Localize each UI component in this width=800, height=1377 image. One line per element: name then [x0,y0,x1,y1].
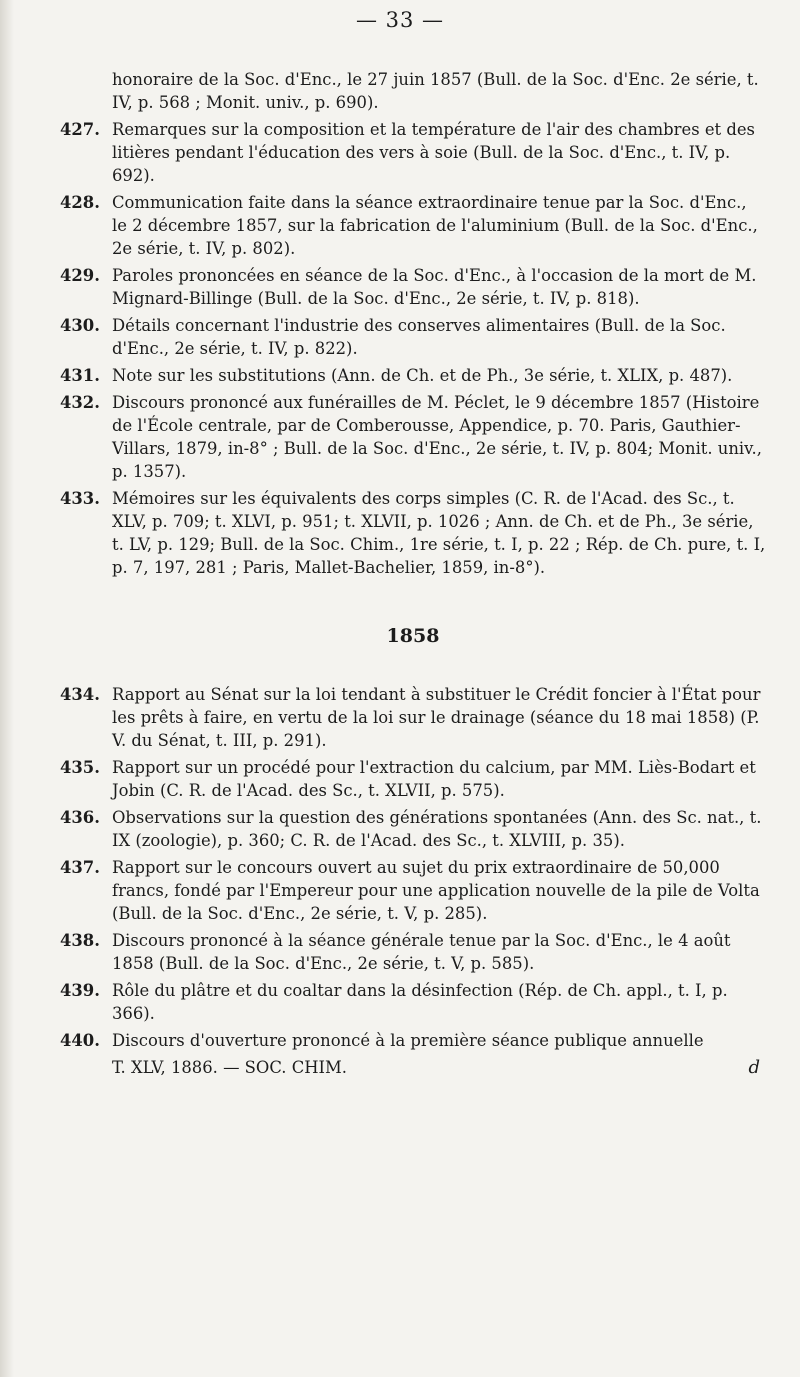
entry-number: 435. [60,758,100,777]
entry-number: 438. [60,931,100,950]
entry-text: Rôle du plâtre et du coaltar dans la désinfection (Rép. de Ch. appl., t. I, p. 366). [112,981,728,1023]
entry-number: 439. [60,981,100,1000]
bibliography-entry [60,1029,766,1052]
page-footer [60,1056,766,1079]
entry-number: 433. [60,489,100,508]
page-number: — 33 — [355,8,445,32]
entry-text: Détails concernant l'industrie des conserves alimentaires (Bull. de la Soc. d'Enc., 2e série, t. IV, p. 822). [112,316,726,358]
bibliography-entry [60,391,766,483]
page-edge-shadow [0,0,14,1377]
entry-number: 432. [60,393,100,412]
bibliography-entry [60,264,766,310]
bibliography-entry [60,487,766,579]
entry-number: 431. [60,366,100,385]
entry-text: Note sur les substitutions (Ann. de Ch. et de Ph., 3e série, t. XLIX, p. 487). [112,366,733,385]
entry-text: Observations sur la question des générations spontanées (Ann. des Sc. nat., t. IX (zoologie), p. 360; C. R. de l'Acad. des Sc., t. XLVIII, p. 35). [112,808,762,850]
continued-entry: honoraire de la Soc. d'Enc., le 27 juin 1857 (Bull. de la Soc. d'Enc. 2e série, t. IV, p. 568 ; Monit. univ., p. 690). [112,70,759,112]
footer-signature-mark: d [748,1057,760,1078]
bibliography-entry [60,806,766,852]
entry-text: Paroles prononcées en séance de la Soc. d'Enc., à l'occasion de la mort de M. Mignard-Billinge (Bull. de la Soc. d'Enc., 2e série, t. IV, p. 818). [112,266,757,308]
entry-number: 429. [60,266,100,285]
bibliography-entry [60,118,766,187]
entries-1858 [60,683,766,1052]
entry-number: 430. [60,316,100,335]
entry-number: 427. [60,120,100,139]
entry-text: Mémoires sur les équivalents des corps simples (C. R. de l'Acad. des Sc., t. XLV, p. 709; t. XLVI, p. 951; t. XLVII, p. 1026 ; Ann. de Ch. et de Ph., 3e série, t. LV, p. 129; Bull. de la Soc. Chim., 1re série, t. I, p. 22 ; Rép. de Ch. pure, t. I, p. 7, 197, 281 ; Paris, Mallet-Bachelier, 1859, in-8°). [112,489,766,577]
entry-number: 437. [60,858,100,877]
bibliography-entry [60,856,766,925]
entry-text: Discours prononcé aux funérailles de M. Péclet, le 9 décembre 1857 (Histoire de l'École centrale, par de Comberousse, Appendice, p. 70. Paris, Gauthier-Villars, 1879, in-8° ; Bull. de la Soc. d'Enc., 2e série, t. IV, p. 804; Monit. univ., p. 1357). [112,393,762,481]
entry-number: 434. [60,685,100,704]
entry-text: Discours prononcé à la séance générale tenue par la Soc. d'Enc., le 4 août 1858 (Bull. de la Soc. d'Enc., 2e série, t. V, p. 585). [112,931,731,973]
entry-text: Communication faite dans la séance extraordinaire tenue par la Soc. d'Enc., le 2 décembre 1857, sur la fabrication de l'aluminium (Bull. de la Soc. d'Enc., 2e série, t. IV, p. 802). [112,193,758,258]
bibliography-entry [60,683,766,752]
bibliography-entry [60,979,766,1025]
bibliography-entry [60,929,766,975]
entry-text: Rapport au Sénat sur la loi tendant à substituer le Crédit foncier à l'État pour les prêts à faire, en vertu de la loi sur le drainage (séance du 18 mai 1858) (P. V. du Sénat, t. III, p. 291). [112,685,761,750]
entry-number: 428. [60,193,100,212]
entry-text: Rapport sur le concours ouvert au sujet du prix extraordinaire de 50,000 francs, fondé par l'Empereur pour une application nouvelle de la pile de Volta (Bull. de la Soc. d'Enc., 2e série, t. V, p. 285). [112,858,760,923]
entries-1857 [60,118,766,579]
entry-number: 440. [60,1031,100,1050]
bibliography-entry [60,364,766,387]
bibliography-list [60,68,766,1079]
bibliography-entry [60,314,766,360]
bibliography-entry [60,756,766,802]
entry-number: 436. [60,808,100,827]
footer-signature-line: T. XLV, 1886. — SOC. CHIM. [112,1058,348,1077]
entry-text: Rapport sur un procédé pour l'extraction du calcium, par MM. Liès-Bodart et Jobin (C. R. de l'Acad. des Sc., t. XLVII, p. 575). [112,758,756,800]
entry-text: Remarques sur la composition et la température de l'air des chambres et des litières pendant l'éducation des vers à soie (Bull. de la Soc. d'Enc., t. IV, p. 692). [112,120,755,185]
entry-text: Discours d'ouverture prononcé à la première séance publique annuelle [112,1031,704,1050]
year-heading: 1858 [386,625,440,647]
bibliography-entry [60,191,766,260]
